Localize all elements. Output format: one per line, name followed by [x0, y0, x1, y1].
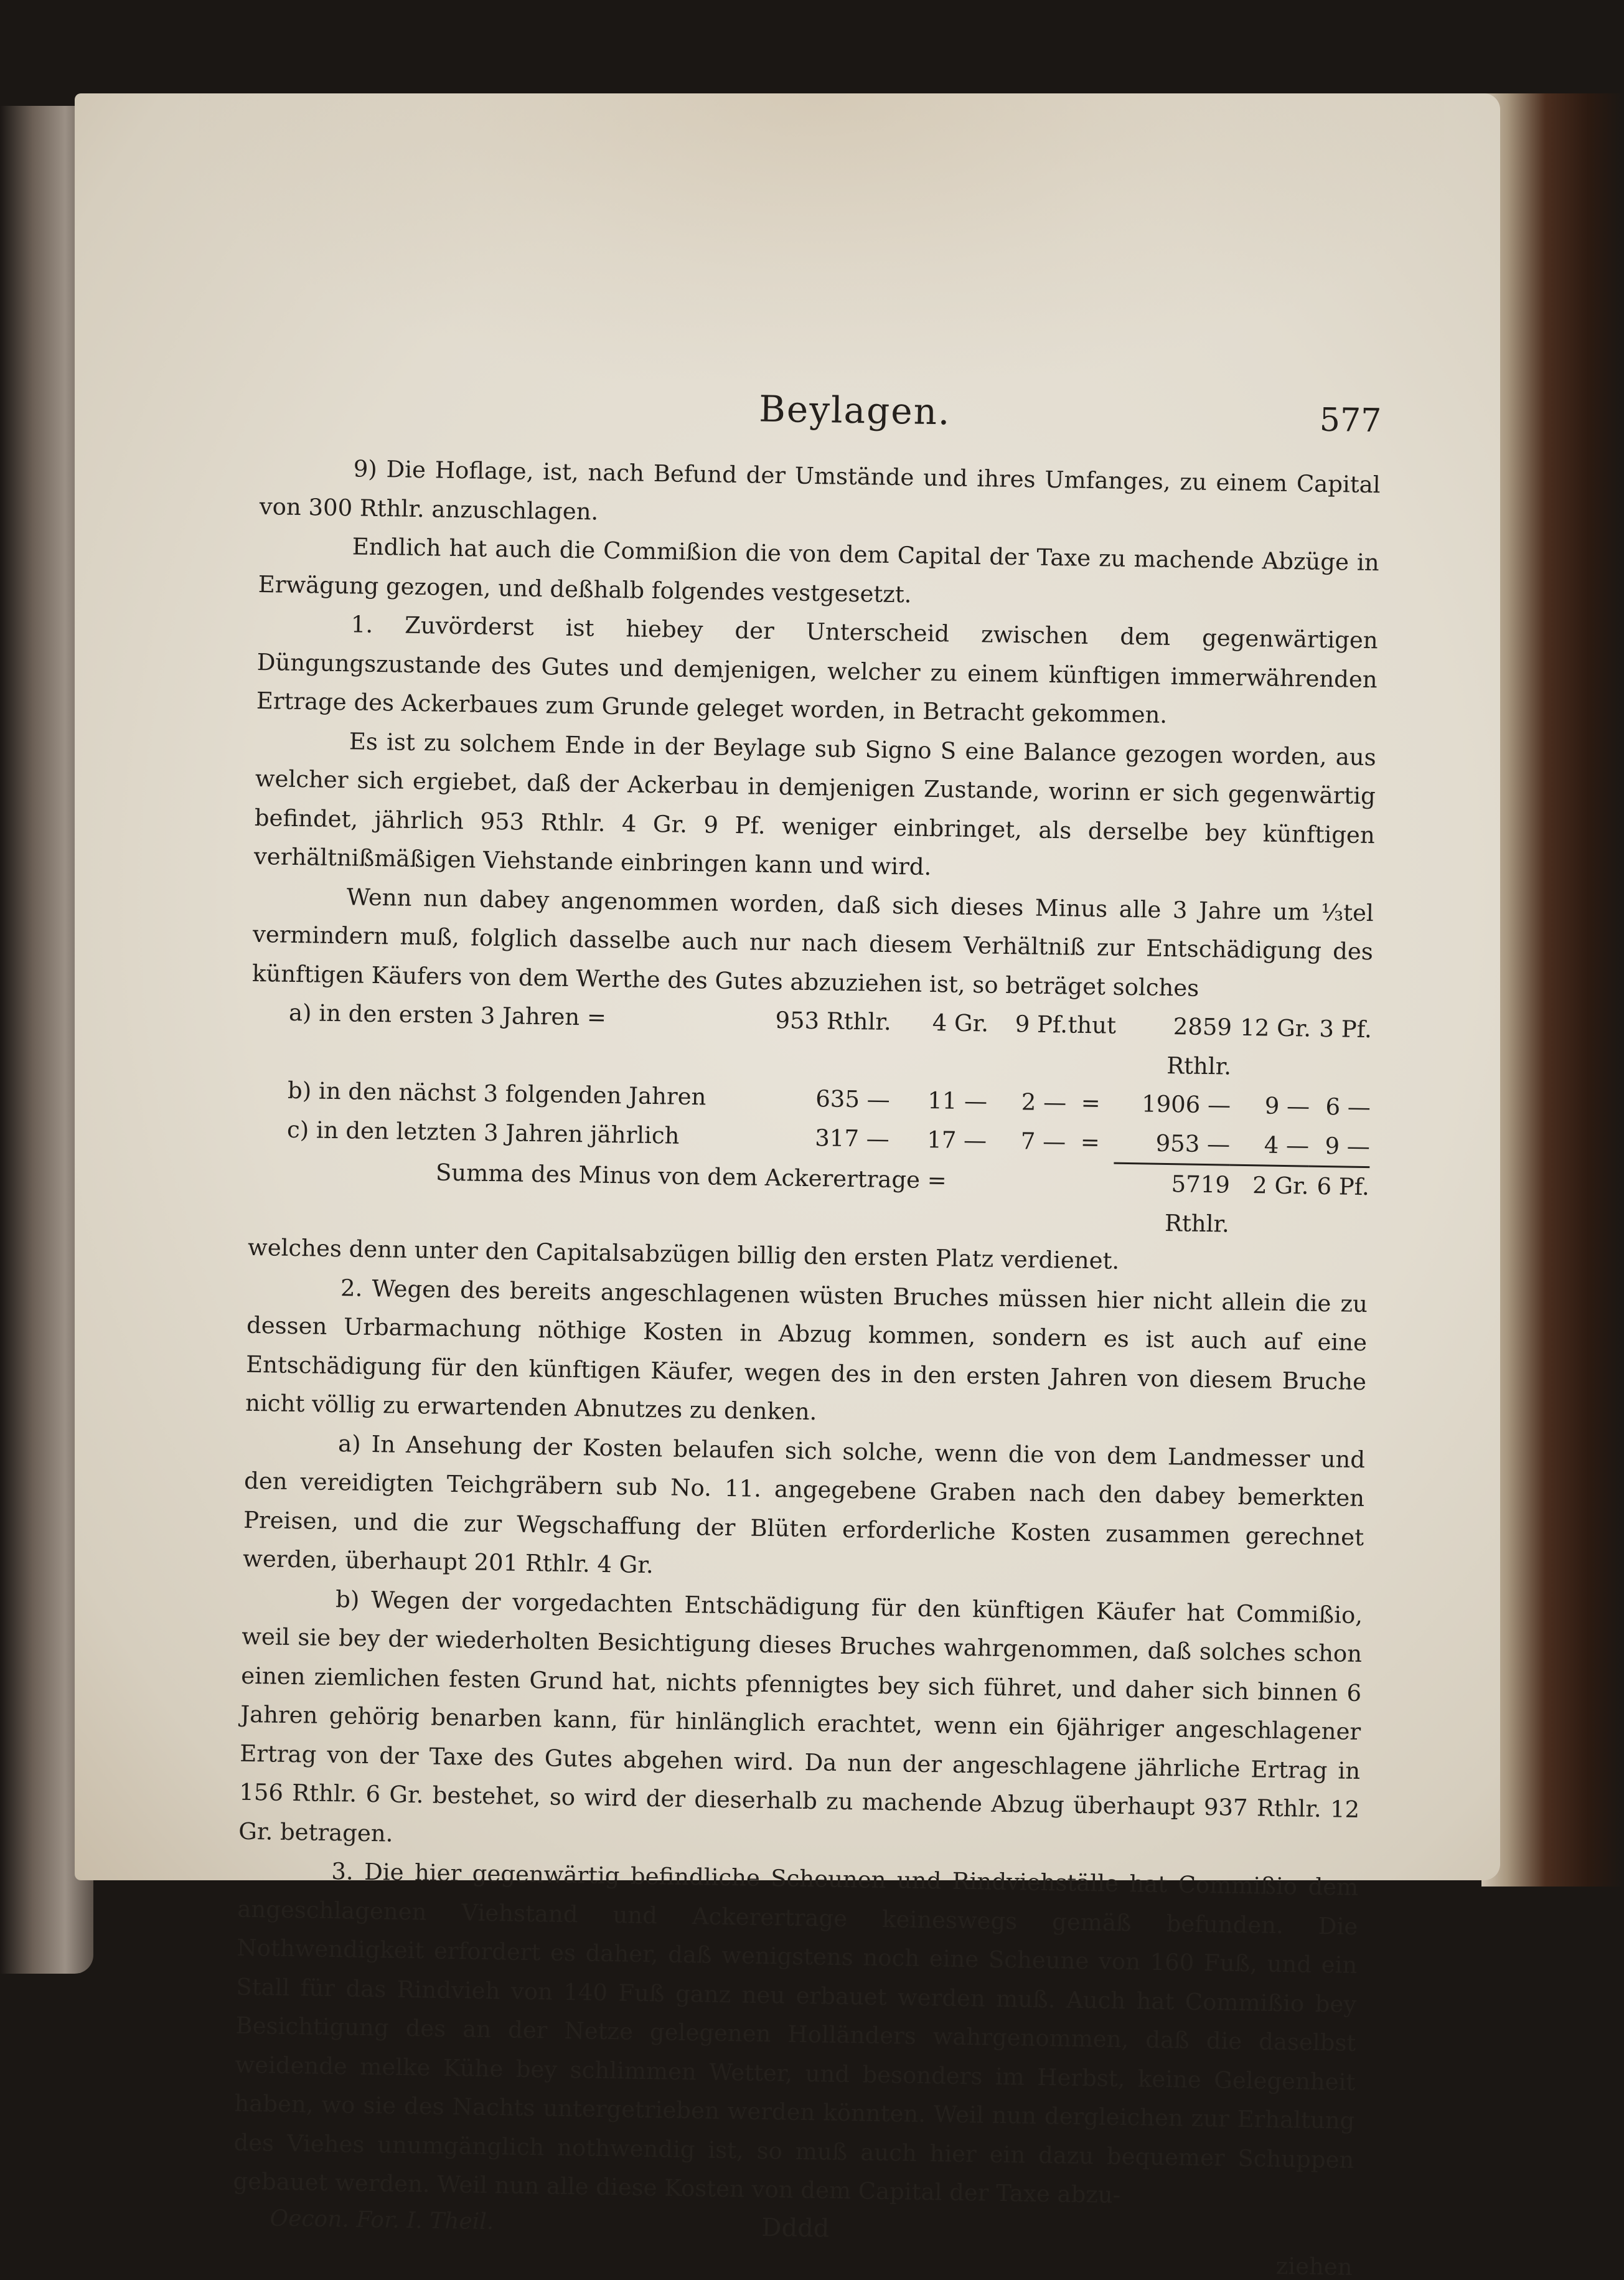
paragraph-3: 3. Die hier gegenwärtig befindliche Scheunen und Rindviehställe hat Commißio dem angeschlagenen Viehstand und Ackerertrage keineswegs gemäß befunden. Die Nothwendigkeit erfordert es daher, daß wenigstens noch eine Scheune von 160 Fuß, und ein Stall für das Rindvieh von 140 Fuß ganz neu erbauet werden muß. Auch hat Commißio bey Besichtigung des an der Netze gelegenen Holländers wahrgenommen, daß die daselbst weidende melke Kühe bey schlimmen Wetter, und besonders im Herbst, keine Gelegenheit haben, wo sie des Nachts untergetrieben werden könnten. Weil nun dergleichen zur Erhaltung des Viehes unumgänglich nothwendig ist, so muß auch hier ein dazu bequemer Schuppen gebauet werden. Weil nun alle diese Kosten von dem Capital der Taxe abzu- [233, 1858, 1359, 2209]
paragraph-2a: a) In Ansehung der Kosten belaufen sich solche, wenn die von dem Landmesser und den vereidigten Teichgräbern sub No. 11. angegebene Graben nach den dabey bemerkten Preisen, und die zur Wegschaffung der Blüten erforderliche Kosten zusammen gerechnet werden, überhaupt 201 Rthlr. 4 Gr. [242, 1430, 1366, 1579]
book-page [75, 93, 1500, 2280]
paragraph-abzuege: Endlich hat auch die Commißion die von dem Capital der Taxe zu machende Abzüge in Erwägung gezogen, und deßhalb folgendes vestgesetzt. [258, 533, 1379, 608]
sheet-signature: Dddd [761, 2213, 830, 2243]
calc-sum-rthlr: 5719 Rthlr. [1164, 1171, 1231, 1238]
calc-total-pf: 9 — [1309, 1126, 1371, 1168]
calc-pf: 2 — [1021, 1088, 1067, 1116]
calc-total-gr: 9 — [1264, 1092, 1310, 1120]
calc-gr: 4 Gr. [932, 1009, 989, 1037]
running-head: Beylagen. [758, 387, 951, 433]
water-stain [199, 93, 1444, 380]
book-cover-edge [1481, 93, 1624, 1887]
calc-label: b) in den nächst 3 folgenden Jahren [287, 1076, 706, 1111]
signature-mark: Oecon. For. I. Theil. [270, 2205, 494, 2235]
calc-total-pf: 3 Pf. [1319, 1015, 1373, 1043]
calc-sum-gr: 2 Gr. [1252, 1172, 1309, 1200]
paragraph-1: 1. Zuvörderst ist hiebey der Unterscheid zwischen dem gegenwärtigen Düngungszustande des Gutes und demjenigen, welcher zu einem künftigen immerwährenden Ertrage des Ackerbaues zum Grunde geleget worden, in Betracht gekommen. [256, 611, 1378, 728]
calc-eq: = [1081, 1089, 1101, 1117]
calc-label: c) in den letzten 3 Jahren jährlich [286, 1116, 680, 1149]
calc-label: a) in den ersten 3 Jahren = [288, 999, 607, 1031]
calc-rthlr: 317 — [815, 1124, 890, 1152]
calc-sum-label: Summa des Minus von dem Ackerertrage = [435, 1159, 947, 1194]
calc-eq: thut [1068, 1011, 1117, 1039]
calc-pf: 9 Pf. [1015, 1010, 1068, 1039]
calc-sum-pf: 6 Pf. [1317, 1172, 1370, 1201]
calc-pf: 7 — [1020, 1127, 1066, 1155]
paragraph-hoflage: 9) Die Hoflage, ist, nach Befund der Umstände und ihres Umfanges, zu einem Capital von 300 Rthlr. anzuschlagen. [259, 455, 1381, 525]
paragraph-balance: Es ist zu solchem Ende in der Beylage sub Signo S eine Balance gezogen worden, aus welcher sich ergiebet, daß der Ackerbau in demjenigen Zustande, worinn er sich gegenwärtig befindet, jährlich 953 Rthlr. 4 Gr. 9 Pf. weniger einbringet, als derselbe bey künftigen verhältnißmäßigen Viehstande einbringen kann und wird. [253, 727, 1377, 880]
calc-total-gr: 4 — [1230, 1125, 1310, 1167]
calc-eq: = [1080, 1128, 1101, 1156]
calc-gr: 17 — [926, 1126, 987, 1154]
calc-rthlr: 953 Rthlr. [775, 1007, 892, 1036]
paragraph-2b: b) Wegen der vorgedachten Entschädigung für den künftigen Käufer hat Commißio, weil sie bey der wiederholten Besichtigung dieses Bruches wahrgenommen, daß solches schon einen ziemlichen festen Grund hat, nichts pfennigtes bey sich führet, und daher sich binnen 6 Jahren gehörig benarben kann, für hinlänglich erachtet, wenn ein 6jähriger angeschlagener Ertrag von der Taxe des Gutes abgehen wird. Da nun der angeschlagene jährliche Ertrag in 156 Rthlr. 6 Gr. bestehet, so wird der dieserhalb zu machende Abzug überhaupt 937 Rthlr. 12 Gr. betragen. [238, 1585, 1363, 1847]
paragraph-minus: Wenn nun dabey angenommen worden, daß sich dieses Minus alle 3 Jahre um ⅓tel vermindern muß, folglich dasselbe auch nur nach diesem Verhältniß zur Entschädigung des künftigen Käufers von dem Werthe des Gutes abzuziehen ist, so beträget solches [251, 883, 1374, 1002]
calc-gr: 11 — [927, 1086, 988, 1115]
calc-rthlr: 635 — [815, 1085, 891, 1113]
calc-total-gr: 12 Gr. [1239, 1014, 1312, 1042]
page-number: 577 [1319, 401, 1382, 440]
catchword: ziehen [1275, 2252, 1353, 2280]
calc-total-rthlr: 1906 — [1141, 1090, 1231, 1119]
calc-total-pf: 6 — [1325, 1093, 1371, 1121]
paragraph-welches: welches denn unter den Capitalsabzügen billig den ersten Platz verdienet. [247, 1233, 1120, 1274]
calc-total-rthlr: 2859 Rthlr. [1166, 1013, 1232, 1080]
calc-total-rthlr: 953 — [1114, 1123, 1231, 1166]
calculation-table [248, 993, 1373, 1246]
paragraph-2: 2. Wegen des bereits angeschlagenen wüsten Bruches müssen hier nicht allein die zu dessen Urbarmachung nöthige Kosten in Abzug kommen, sondern es ist auch auf eine Entschädigung für den künftigen Käufer, wegen des in den ersten Jahren von diesem Bruche nicht völlig zu erwartenden Abnutzes zu denken. [245, 1274, 1368, 1426]
text-block [232, 380, 1382, 2280]
